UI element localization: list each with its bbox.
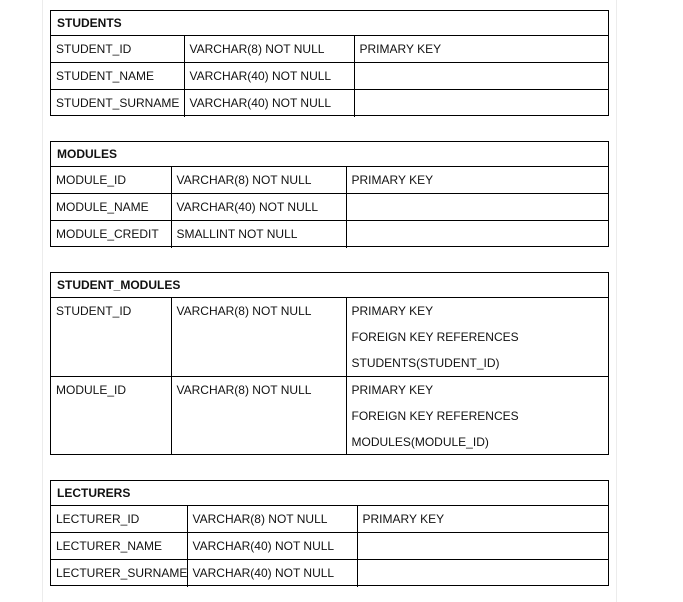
data-type: VARCHAR(40) NOT NULL [176,200,319,214]
column-name: MODULE_NAME [56,200,149,214]
data-type-cell [187,506,357,533]
column-name-cell [51,90,184,117]
data-type: VARCHAR(8) NOT NULL [189,42,325,56]
data-type: VARCHAR(8) NOT NULL [176,173,312,187]
constraint-line: FOREIGN KEY REFERENCES [351,330,519,344]
data-type-cell [171,167,346,194]
column-name: MODULE_CREDIT [56,227,159,241]
table-title: MODULES [51,142,608,167]
column-name-cell [51,221,171,248]
constraint-line: FOREIGN KEY REFERENCES [351,409,519,423]
constraint-cell [357,533,608,560]
column-name: LECTURER_ID [56,512,140,526]
column-name-cell [51,36,184,63]
column-name-cell [51,560,187,587]
data-type-cell [187,533,357,560]
column-name: LECTURER_SURNAME [56,566,187,580]
table-row [51,90,608,117]
students-table [50,10,609,116]
constraint-cell [346,194,608,221]
constraint-cell [354,63,608,90]
table-row [51,167,608,194]
data-type: VARCHAR(8) NOT NULL [176,383,312,397]
data-type: VARCHAR(40) NOT NULL [189,96,332,110]
table-grid [51,36,608,117]
table-title: STUDENTS [51,11,608,36]
constraint-cell [357,506,608,533]
constraint-cell [357,560,608,587]
table-row [51,377,608,456]
page-right-edge [616,0,617,602]
constraint-cell [354,90,608,117]
column-name: STUDENT_ID [56,304,132,318]
data-type: VARCHAR(40) NOT NULL [192,539,335,553]
constraint-line: STUDENTS(STUDENT_ID) [351,356,500,370]
table-grid [51,506,608,587]
column-name-cell [51,533,187,560]
table-grid [51,167,608,248]
table-row [51,194,608,221]
constraint-line: PRIMARY KEY [362,512,445,526]
constraint-line: MODULES(MODULE_ID) [351,435,489,449]
column-name: MODULE_ID [56,383,127,397]
table-grid [51,298,608,455]
data-type: VARCHAR(40) NOT NULL [189,69,332,83]
column-name-cell [51,167,171,194]
table-row [51,221,608,248]
data-type: VARCHAR(8) NOT NULL [192,512,328,526]
constraint-cell [354,36,608,63]
column-name: STUDENT_ID [56,42,132,56]
data-type-cell [184,63,354,90]
constraint-line: PRIMARY KEY [351,173,434,187]
column-name: STUDENT_SURNAME [56,96,180,110]
column-name-cell [51,506,187,533]
data-type: VARCHAR(40) NOT NULL [192,566,335,580]
data-type-cell [187,560,357,587]
table-row [51,298,608,377]
table-row [51,560,608,587]
column-name-cell [51,377,171,456]
column-name-cell [51,63,184,90]
column-name-cell [51,194,171,221]
modules-table [50,141,609,247]
data-type-cell [171,221,346,248]
constraint-cell [346,167,608,194]
constraint-line: PRIMARY KEY [351,383,434,397]
column-name-cell [51,298,171,377]
table-row [51,533,608,560]
data-type-cell [184,36,354,63]
student-modules-table [50,272,609,455]
column-name: LECTURER_NAME [56,539,163,553]
data-type-cell [184,90,354,117]
table-title: STUDENT_MODULES [51,273,608,298]
data-type-cell [171,194,346,221]
data-type: SMALLINT NOT NULL [176,227,298,241]
table-row [51,63,608,90]
constraint-cell [346,298,608,377]
column-name: STUDENT_NAME [56,69,155,83]
table-row [51,506,608,533]
table-title: LECTURERS [51,481,608,506]
data-type: VARCHAR(8) NOT NULL [176,304,312,318]
table-row [51,36,608,63]
lecturers-table [50,480,609,586]
data-type-cell [171,298,346,377]
data-type-cell [171,377,346,456]
column-name: MODULE_ID [56,173,127,187]
constraint-cell [346,377,608,456]
page-left-edge [42,0,43,602]
constraint-line: PRIMARY KEY [351,304,434,318]
constraint-line: PRIMARY KEY [359,42,442,56]
constraint-cell [346,221,608,248]
